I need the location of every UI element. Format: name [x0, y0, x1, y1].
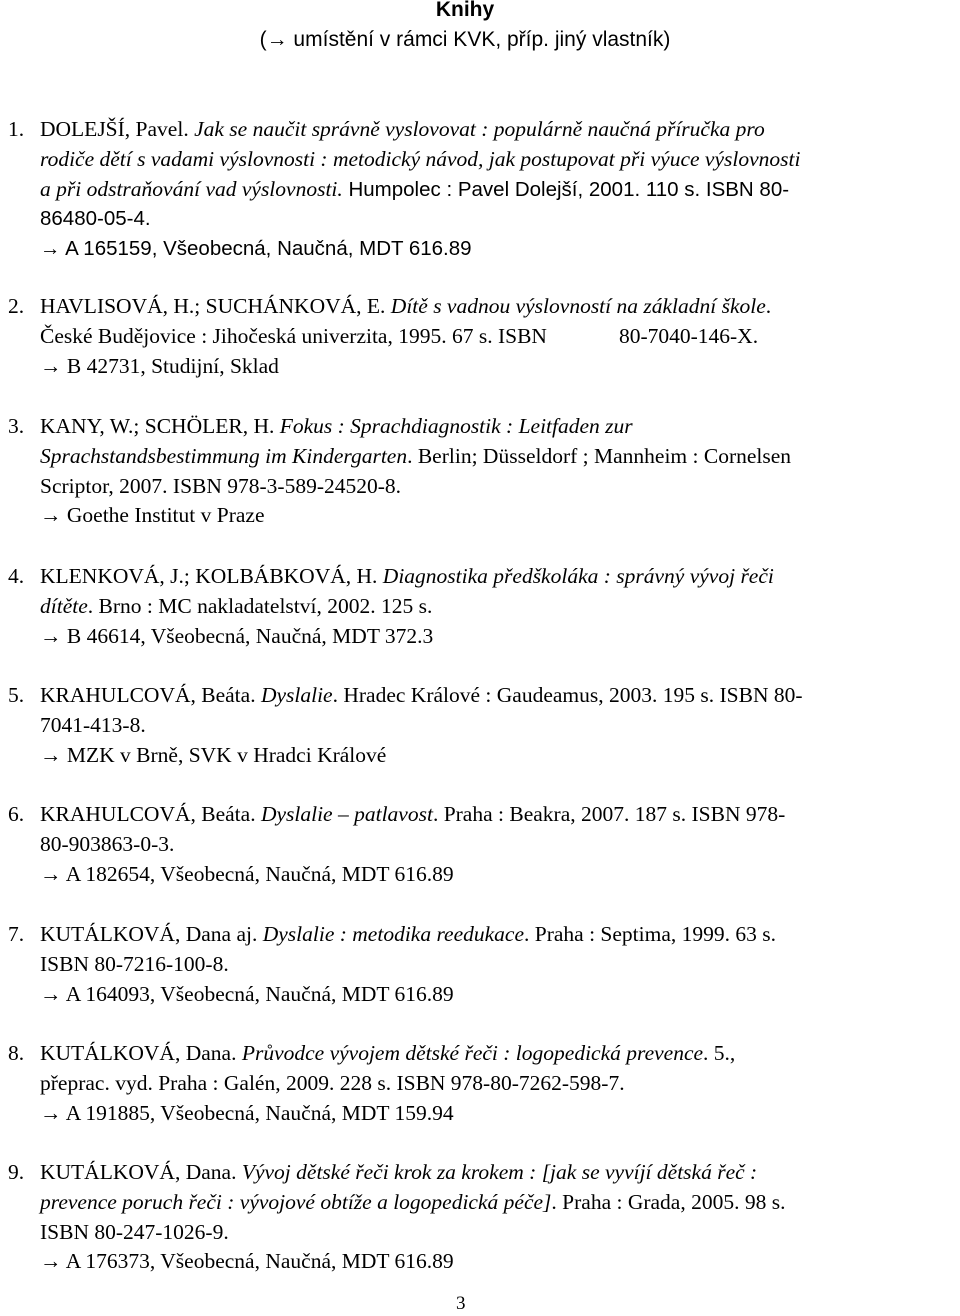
entry-author: DOLEJŠÍ, Pavel.: [40, 117, 195, 141]
entry-number: 3.: [8, 414, 25, 438]
entry-isbn: ISBN 80-7216-100-8.: [40, 951, 229, 976]
entry-author: KANY, W.; SCHÖLER, H.: [40, 414, 280, 438]
entry-publication: . Berlin; Düsseldorf ; Mannheim : Cornelsen: [407, 443, 792, 468]
entry-number: 6.: [8, 802, 25, 826]
entry-number: 7.: [8, 922, 25, 946]
entry-title: Jak se naučit správně vyslovovat : populárně naučná příručka pro: [194, 117, 765, 141]
entry-author: KUTÁLKOVÁ, Dana.: [40, 1041, 242, 1065]
entry-isbn: Scriptor, 2007. ISBN 978-3-589-24520-8.: [40, 473, 402, 498]
bibliography-entry-2: 2. HAVLISOVÁ, H.; SUCHÁNKOVÁ, E. Dítě s vadnou výslovností na základní škole. České Budějovice : Jihočeská univerzita, 1995. 67 s. ISBN 80-7040-146-X. → B 42731, Studijní, Sklad: [8, 294, 772, 378]
entry-isbn: ISBN 80-247-1026-9.: [40, 1219, 229, 1244]
entry-isbn: 86480-05-4.: [40, 207, 151, 231]
entry-location: → B 42731, Studijní, Sklad: [40, 353, 279, 378]
entry-publication: . Praha : Beakra, 2007. 187 s. ISBN 978-: [432, 802, 786, 826]
entry-publication: . Brno : MC nakladatelství, 2002. 125 s.: [87, 593, 433, 618]
entry-publication: . Hradec Králové : Gaudeamus, 2003. 195 s. ISBN 80-: [332, 683, 803, 707]
entry-author: KRAHULCOVÁ, Beáta.: [40, 802, 261, 826]
page-title: Knihy: [435, 0, 495, 21]
entry-author: KUTÁLKOVÁ, Dana aj.: [40, 922, 263, 946]
entry-title: Průvodce vývojem dětské řeči : logopedická prevence: [241, 1041, 704, 1065]
entry-number: 1.: [8, 117, 25, 141]
entry-edition: . 5.,: [703, 1041, 736, 1065]
entry-author: KUTÁLKOVÁ, Dana.: [40, 1160, 242, 1184]
bibliography-entry-5: [8, 681, 960, 770]
entry-title: Diagnostika předškoláka : správný vývoj řeči: [382, 564, 774, 588]
entry-number: 2.: [8, 294, 25, 318]
entry-title-continued: rodiče dětí s vadami výslovnosti : metodický návod, jak postupovat při výuce výslovnosti: [40, 146, 801, 171]
entry-publication: přeprac. vyd. Praha : Galén, 2009. 228 s. ISBN 978-80-7262-598-7.: [40, 1070, 625, 1095]
entry-location: → A 182654, Všeobecná, Naučná, MDT 616.89: [40, 861, 454, 886]
entry-title: Dyslalie: [260, 683, 333, 707]
bibliography-entry-3: [8, 412, 960, 531]
entry-title: Dyslalie : metodika reedukace: [262, 922, 524, 946]
page-number: 3: [456, 1293, 466, 1314]
entry-number: 8.: [8, 1041, 25, 1065]
entry-title-end: prevence poruch řeči : vývojové obtíže a logopedická péče]: [40, 1189, 552, 1214]
bibliography-entry-8: [8, 1039, 960, 1128]
entry-title: Vývoj dětské řeči krok za krokem : [jak se vyvíjí dětská řeč :: [241, 1160, 758, 1184]
entry-isbn: 80-903863-0-3.: [40, 831, 175, 856]
entry-location: → MZK v Brně, SVK v Hradci Králové: [40, 742, 387, 767]
entry-location: → A 191885, Všeobecná, Naučná, MDT 159.94: [40, 1100, 454, 1125]
entry-isbn: 7041-413-8.: [40, 712, 146, 737]
entry-title: Dyslalie – patlavost: [260, 802, 433, 826]
entry-location: → B 46614, Všeobecná, Naučná, MDT 372.3: [40, 623, 434, 648]
entry-author: KLENKOVÁ, J.; KOLBÁBKOVÁ, H.: [40, 564, 383, 588]
bibliography-entry-9: [8, 1158, 960, 1277]
entry-author: HAVLISOVÁ, H.; SUCHÁNKOVÁ, E.: [40, 294, 391, 318]
entry-publication: . Praha : Grada, 2005. 98 s.: [551, 1189, 786, 1214]
entry-title: Dítě s vadnou výslovností na základní škole: [390, 294, 766, 318]
page-subtitle: (→ umístění v rámci KVK, příp. jiný vlastník): [259, 28, 671, 51]
entry-publication: Humpolec : Pavel Dolejší, 2001. 110 s. ISBN 80-: [342, 177, 790, 201]
bibliography-entry-4: [8, 562, 960, 651]
entry-author: KRAHULCOVÁ, Beáta.: [40, 683, 261, 707]
bibliography-entry-6: [8, 800, 960, 889]
entry-number: 9.: [8, 1160, 25, 1184]
entry-title-end: dítěte: [40, 593, 88, 618]
entry-location: → A 164093, Všeobecná, Naučná, MDT 616.89: [40, 981, 454, 1006]
entry-title: Fokus : Sprachdiagnostik : Leitfaden zur: [279, 414, 633, 438]
entry-title-end: a při odstraňování vad výslovnosti.: [40, 176, 343, 201]
entry-publication: České Budějovice : Jihočeská univerzita, 1995. 67 s. ISBN: [40, 323, 547, 348]
bibliography-entry-1: [8, 115, 960, 264]
entry-publication: . Praha : Septima, 1999. 63 s.: [524, 922, 777, 946]
entry-location: → A 165159, Všeobecná, Naučná, MDT 616.89: [40, 237, 472, 261]
entry-number: 4.: [8, 564, 25, 588]
entry-isbn: 80-7040-146-X.: [618, 323, 759, 348]
entry-location: → A 176373, Všeobecná, Naučná, MDT 616.89: [40, 1249, 454, 1274]
entry-title-end: Sprachstandsbestimmung im Kindergarten: [40, 443, 408, 468]
entry-number: 5.: [8, 683, 25, 707]
entry-location: → Goethe Institut v Praze: [40, 503, 265, 528]
bibliography-entry-7: [8, 920, 960, 1009]
